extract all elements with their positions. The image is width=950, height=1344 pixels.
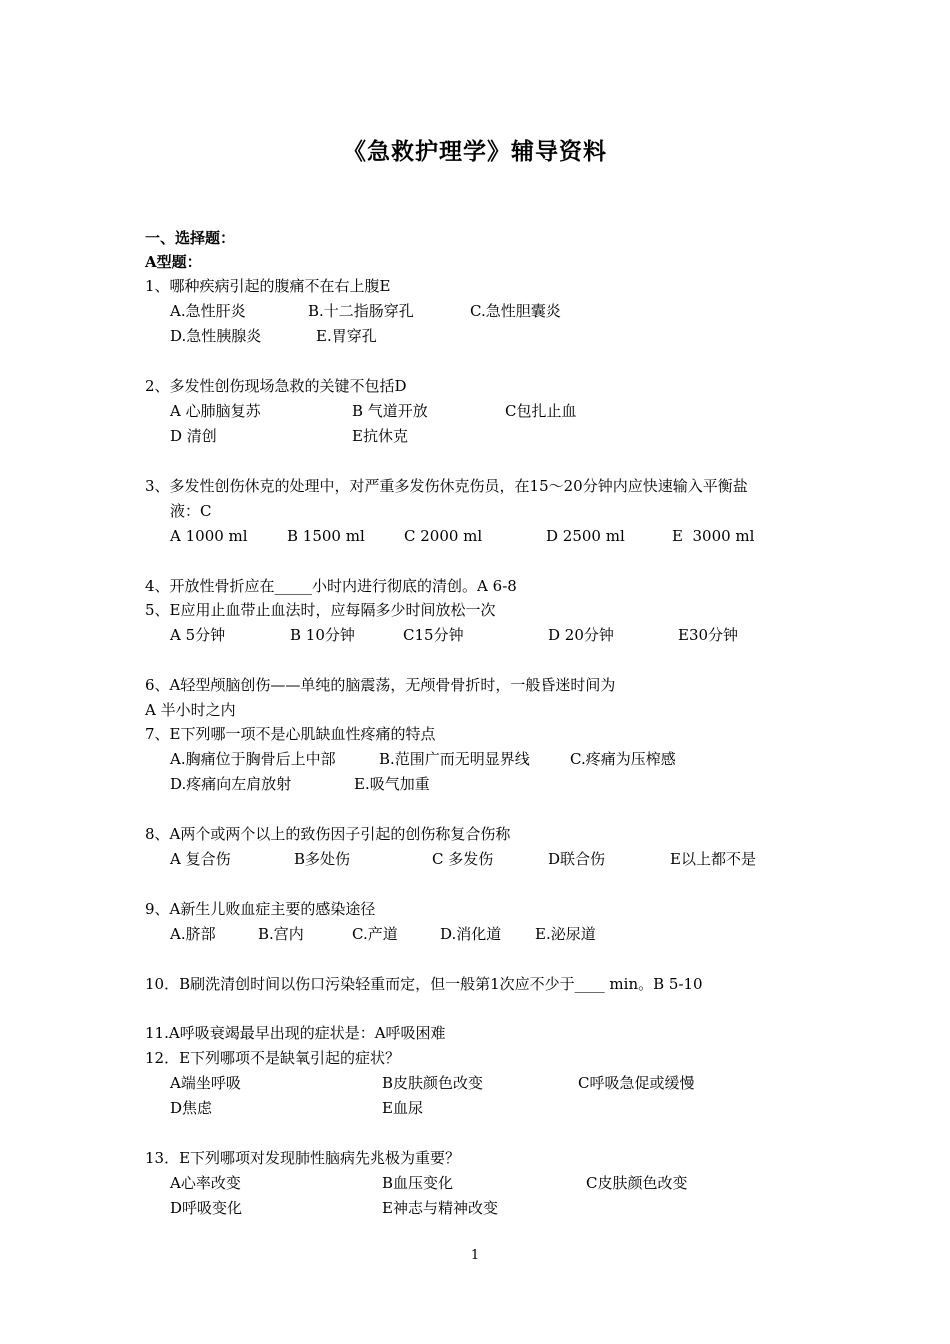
q9-option-c: C.产道: [352, 925, 398, 943]
question-3-continued: 液：C: [170, 502, 212, 520]
q12-option-d: D焦虑: [170, 1099, 213, 1117]
q13-option-d: D呼吸变化: [170, 1199, 243, 1217]
q9-option-e: E.泌尿道: [535, 925, 596, 943]
q2-option-b: B 气道开放: [352, 402, 428, 420]
q5-option-e: E30分钟: [678, 626, 739, 644]
question-6-answer: A 半小时之内: [145, 701, 236, 719]
q13-option-a: A心率改变: [170, 1174, 241, 1192]
q2-option-e: E抗休克: [352, 427, 408, 445]
q8-option-e: E以上都不是: [670, 850, 756, 868]
q12-option-a: A端坐呼吸: [170, 1074, 241, 1092]
section-heading: 一、选择题：: [145, 229, 236, 247]
question-4: 4、开放性骨折应在_____小时内进行彻底的清创。A 6-8: [145, 577, 517, 595]
q3-option-d: D 2500 ml: [546, 527, 625, 545]
q13-option-e: E神志与精神改变: [382, 1199, 498, 1217]
q7-option-a: A.胸痛位于胸骨后上中部: [170, 750, 336, 768]
question-6: 6、A轻型颅脑创伤——单纯的脑震荡，无颅骨骨折时，一般昏迷时间为: [145, 676, 616, 694]
q12-option-b: B皮肤颜色改变: [382, 1074, 484, 1092]
q7-option-b: B.范围广而无明显界线: [379, 750, 530, 768]
q7-option-c: C.疼痛为压榨感: [570, 750, 676, 768]
question-13: 13．E下列哪项对发现肺性脑病先兆极为重要？: [145, 1149, 461, 1167]
q13-option-b: B血压变化: [382, 1174, 454, 1192]
page-number: 1: [470, 1248, 480, 1263]
question-7: 7、E下列哪一项不是心肌缺血性疼痛的特点: [145, 725, 436, 743]
question-10: 10．B刷洗清创时间以伤口污染轻重而定，但一般第1次应不少于____ min。B 5-10: [145, 975, 703, 993]
q3-option-e: E 3000 ml: [672, 527, 755, 545]
q9-option-a: A.脐部: [170, 925, 216, 943]
page-title: 《急救护理学》辅导资料: [343, 138, 607, 165]
subsection-heading: A型题：: [145, 253, 202, 271]
q1-option-e: E.胃穿孔: [316, 327, 377, 345]
q2-option-d: D 清创: [170, 427, 217, 445]
question-11: 11.A呼吸衰竭最早出现的症状是：A呼吸困难: [145, 1024, 446, 1042]
q8-option-b: B多处伤: [294, 850, 351, 868]
q5-option-c: C15分钟: [403, 626, 464, 644]
q12-option-e: E血尿: [382, 1099, 423, 1117]
question-9: 9、A新生儿败血症主要的感染途径: [145, 900, 376, 918]
question-1: 1、哪种疾病引起的腹痛不在右上腹E: [145, 277, 391, 295]
question-3: 3、多发性创伤休克的处理中，对严重多发伤休克伤员，在15～20分钟内应快速输入平衡盐: [145, 477, 748, 495]
q13-option-c: C皮肤颜色改变: [586, 1174, 688, 1192]
q5-option-a: A 5分钟: [170, 626, 226, 644]
q7-option-e: E.吸气加重: [354, 775, 430, 793]
q12-option-c: C呼吸急促或缓慢: [578, 1074, 695, 1092]
q2-option-a: A 心肺脑复苏: [170, 402, 261, 420]
q8-option-c: C 多发伤: [432, 850, 494, 868]
q3-option-c: C 2000 ml: [404, 527, 483, 545]
q7-option-d: D.疼痛向左肩放射: [170, 775, 292, 793]
q3-option-b: B 1500 ml: [287, 527, 365, 545]
q2-option-c: C包扎止血: [505, 402, 577, 420]
q8-option-d: D联合伤: [548, 850, 606, 868]
q8-option-a: A 复合伤: [170, 850, 231, 868]
q1-option-b: B.十二指肠穿孔: [308, 302, 414, 320]
q3-option-a: A 1000 ml: [170, 527, 248, 545]
question-2: 2、多发性创伤现场急救的关键不包括D: [145, 377, 407, 395]
q9-option-d: D.消化道: [440, 925, 502, 943]
q1-option-c: C.急性胆囊炎: [470, 302, 561, 320]
q1-option-d: D.急性胰腺炎: [170, 327, 262, 345]
q9-option-b: B.宫内: [258, 925, 304, 943]
q5-option-d: D 20分钟: [548, 626, 614, 644]
question-8: 8、A两个或两个以上的致伤因子引起的创伤称复合伤称: [145, 825, 511, 843]
question-12: 12．E下列哪项不是缺氧引起的症状？: [145, 1049, 401, 1067]
q5-option-b: B 10分钟: [290, 626, 355, 644]
q1-option-a: A.急性肝炎: [170, 302, 246, 320]
question-5: 5、E应用止血带止血法时，应每隔多少时间放松一次: [145, 601, 496, 619]
